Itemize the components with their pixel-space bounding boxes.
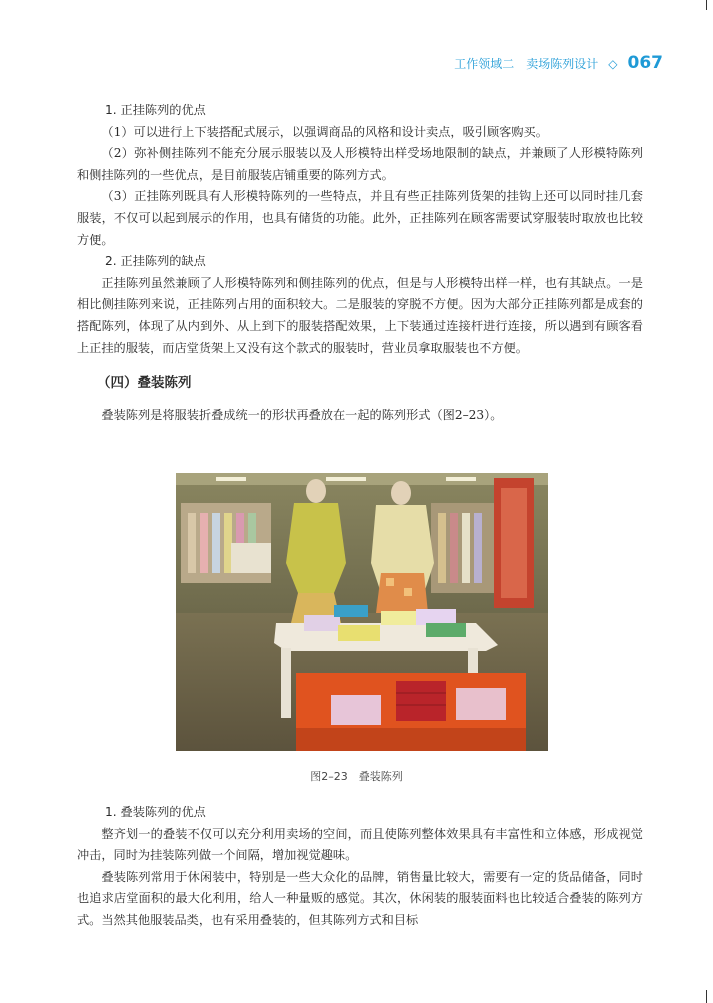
- heading-folded-advantages: 1. 叠装陈列的优点: [105, 805, 206, 819]
- header-section-title: 工作领域二 卖场陈列设计: [454, 57, 599, 71]
- paragraph: 叠装陈列常用于休闲装中，特别是一些大众化的品牌，销售量比较大，需要有一定的货品储备，同时也追求店堂面积的最大化利用，给人一种量贩的感觉。其次，休闲装的服装面料也比较适合叠装的陈列方式。当然其他服装品类，也有采用叠装的，但其陈列方式和目标: [77, 869, 643, 927]
- main-text: [77, 100, 643, 427]
- heading-hanging-disadvantages: 2. 正挂陈列的缺点: [105, 254, 206, 269]
- heading-hanging-advantages: 1. 正挂陈列的优点: [105, 103, 206, 117]
- page-number: 067: [627, 53, 663, 73]
- crop-mark-bottom: [706, 990, 707, 1003]
- paragraph: 叠装陈列是将服装折叠成统一的形状再叠放在一起的陈列形式（图2–23）。: [101, 408, 503, 423]
- crop-mark-top: [706, 0, 707, 10]
- store-photo: [176, 473, 548, 751]
- main-text-continued: [77, 802, 643, 932]
- paragraph: 正挂陈列虽然兼顾了人形模特陈列和侧挂陈列的优点，但是与人形模特出样一样，也有其缺点。一是相比侧挂陈列来说，正挂陈列占用的面积较大。二是服装的穿脱不方便。因为大部分正挂陈列都是成套的搭配陈列，体现了从内到外、从上到下的服装搭配效果，上下装通过连接杆进行连接，所以遇到有顾客看上正挂的服装，而店堂货架上又没有这个款式的服装时，营业员拿取服装也不方便。: [77, 275, 643, 355]
- paragraph: （3）正挂陈列既具有人形模特陈列的一些特点，并且有些正挂陈列货架的挂钩上还可以同时挂几套服装，不仅可以起到展示的作用，也具有储货的功能。此外，正挂陈列在顾客需要试穿服装时取放也比较方便。: [77, 189, 643, 247]
- section-title-folded-display: （四）叠装陈列: [97, 375, 192, 392]
- paragraph: （2）弥补侧挂陈列不能充分展示服装以及人形模特出样受场地限制的缺点，并兼顾了人形模特陈列和侧挂陈列的一些优点，是目前服装店铺重要的陈列方式。: [77, 146, 643, 182]
- running-header: [454, 53, 663, 73]
- paragraph: 整齐划一的叠装不仅可以充分利用卖场的空间，而且使陈列整体效果具有丰富性和立体感，形成视觉冲击，同时为挂装陈列做一个间隔，增加视觉趣味。: [77, 826, 643, 863]
- diamond-icon: ◇: [608, 57, 618, 71]
- figure-caption: 图2–23 叠装陈列: [310, 770, 403, 783]
- paragraph: （1）可以进行上下装搭配式展示，以强调商品的风格和设计卖点，吸引顾客购买。: [101, 124, 548, 139]
